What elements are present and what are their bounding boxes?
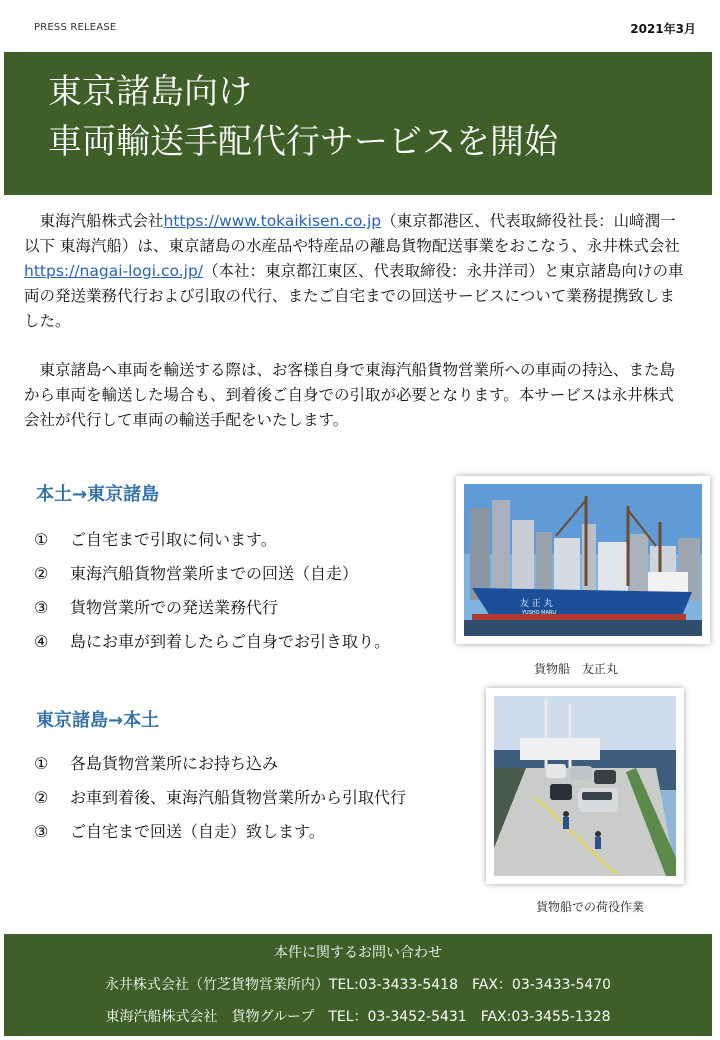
- ship-name-text: 友 正 丸: [520, 599, 553, 609]
- step-text: 東海汽船貨物営業所までの回送（自走）: [70, 564, 359, 583]
- nagai-logi-link[interactable]: https://nagai-logi.co.jp/: [24, 262, 204, 280]
- step-text: 貨物営業所での発送業務代行: [70, 598, 279, 617]
- step-number: ②: [34, 564, 49, 583]
- contact-footer: [4, 934, 712, 1036]
- mainland-to-islands-steps: [34, 528, 390, 664]
- step-text: お車到着後、東海汽船貨物営業所から引取代行: [70, 788, 407, 807]
- section-islands-to-mainland-title: 東京諸島→本土: [36, 710, 160, 731]
- title-line-1: 東京諸島向け: [48, 72, 252, 112]
- list-item: [34, 528, 390, 562]
- cargo-ship-photo: [456, 476, 710, 644]
- step-text: 島にお車が到着したらご自身でお引き取り。: [70, 632, 391, 651]
- step-number: ④: [34, 632, 49, 651]
- list-item: [34, 752, 406, 786]
- list-item: [34, 630, 390, 664]
- service-paragraph: 東京諸島へ車両を輸送する際は、お客様自身で東海汽船貨物営業所への車両の持込、また島から車両を輸送した場合も、到着後ご自身での引取が必要となります。本サービスは永井株式会社が代行して車両の輸送手配をいたします。: [24, 361, 676, 429]
- step-number: ③: [34, 822, 49, 841]
- intro-paragraph: [24, 209, 692, 334]
- step-text: 各島貨物営業所にお持ち込み: [70, 754, 279, 773]
- deck-loading-photo: [486, 688, 684, 884]
- contact-nagai: 永井株式会社（竹芝貨物営業所内）TEL:03-3433-5418 FAX：03-3433-5470: [104, 977, 612, 993]
- contact-tokaikisen: 東海汽船株式会社 貨物グループ TEL：03-3452-5431 FAX:03-3455-1328: [105, 1009, 611, 1025]
- intro-text-1: 東海汽船株式会社: [24, 212, 164, 230]
- islands-to-mainland-steps: [34, 752, 406, 854]
- list-item: [34, 562, 390, 596]
- deck-loading-caption: 貨物船での荷役作業: [536, 900, 645, 914]
- title-banner: [4, 52, 712, 195]
- section-mainland-to-islands-title: 本土→東京諸島: [36, 484, 160, 505]
- ship-name-sub-text: YUSHO MARU: [522, 610, 557, 616]
- release-date: 2021年3月: [630, 22, 696, 36]
- intro-text-2: （東京都港区、代表取締役社長：山﨑潤一 以下 東海汽船）は、東京諸島の水産品や特産品の離島貨物配送事業をおこなう、永井株式会社: [24, 212, 692, 255]
- step-number: ①: [34, 754, 49, 773]
- list-item: [34, 820, 406, 854]
- press-release-label: PRESS RELEASE: [34, 22, 117, 33]
- step-text: ご自宅まで回送（自走）致します。: [70, 822, 325, 841]
- step-number: ②: [34, 788, 49, 807]
- title-line-2: 車両輸送手配代行サービスを開始: [48, 122, 558, 162]
- list-item: [34, 786, 406, 820]
- cargo-ship-caption: 貨物船 友正丸: [534, 662, 619, 676]
- step-text: ご自宅まで引取に伺います。: [70, 530, 277, 549]
- step-number: ①: [34, 530, 49, 549]
- list-item: [34, 596, 390, 630]
- step-number: ③: [34, 598, 49, 617]
- intro-text-3: （本社：東京都江東区、代表取締役：永井洋司）と東京諸島向けの車両の発送業務代行および引取の代行、またご自宅までの回送サービスについて業務提携致しました。: [24, 262, 684, 330]
- contact-heading: 本件に関するお問い合わせ: [274, 945, 442, 961]
- tokaikisen-link[interactable]: https://www.tokaikisen.co.jp: [163, 212, 382, 230]
